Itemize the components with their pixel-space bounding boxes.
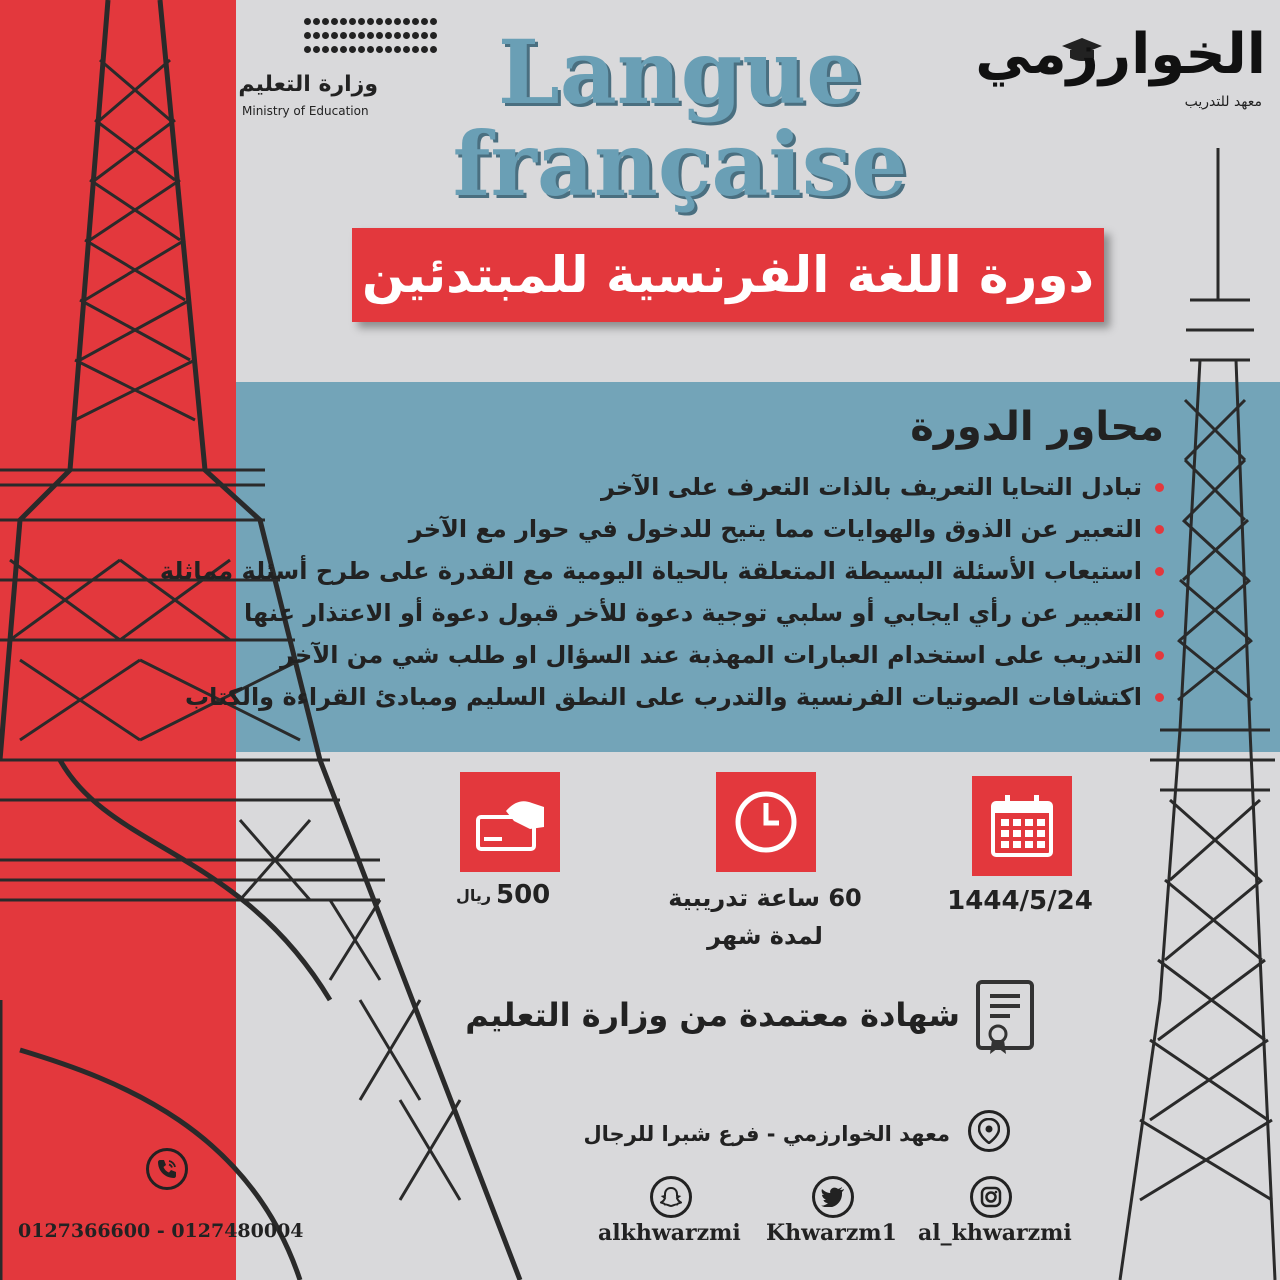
clock-icon [716, 772, 816, 872]
phone-icon[interactable] [146, 1148, 188, 1190]
topic-item: اكتشافات الصوتيات الفرنسية والتدرب على النطق السليم ومبادئ القراءة والكتاب [264, 676, 1164, 718]
certificate-text: شهادة معتمدة من وزارة التعليم [465, 996, 960, 1034]
topics-list [159, 466, 1164, 718]
snapchat-icon[interactable] [650, 1176, 692, 1218]
course-title-banner: دورة اللغة الفرنسية للمبتدئين [352, 228, 1104, 322]
ministry-logo-dots [304, 18, 444, 58]
location-pin-icon [968, 1110, 1010, 1152]
price-value: 500 [496, 880, 551, 910]
instagram-handle[interactable]: al_khwarzmi [918, 1220, 1072, 1246]
topic-item: التعبير عن الذوق والهوايات مما يتيح للدخول في حوار مع الآخر [264, 508, 1164, 550]
instagram-icon[interactable] [970, 1176, 1012, 1218]
ministry-name-arabic: وزارة التعليم [238, 72, 378, 97]
phone-numbers[interactable]: 0127366600 - 0127480004 [18, 1220, 304, 1242]
training-hours: 60 ساعة تدريبية [668, 884, 862, 912]
topics-heading: محاور الدورة [910, 404, 1164, 450]
institute-subtitle: معهد للتدريب [1184, 94, 1262, 110]
title-french-line2: française [452, 112, 908, 216]
start-date: 1444/5/24 [947, 886, 1093, 916]
title-french-line1: Langue [497, 20, 863, 124]
location-text: معهد الخوارزمي - فرع شبرا للرجال [583, 1122, 950, 1146]
calendar-icon [972, 776, 1072, 876]
institute-logo [975, 22, 1266, 112]
twitter-handle[interactable]: Khwarzm1 [766, 1220, 897, 1246]
twitter-icon[interactable] [812, 1176, 854, 1218]
credit-card-icon [460, 772, 560, 872]
snapchat-handle[interactable]: alkhwarzmi [598, 1220, 741, 1246]
institute-name: الخوارزمي [975, 22, 1266, 87]
ministry-of-education-logo [238, 18, 388, 128]
certificate-icon [974, 978, 1038, 1058]
topic-item: تبادل التحايا التعريف بالذات التعرف على الآخر [264, 466, 1164, 508]
topic-item: التعبير عن رأي ايجابي أو سلبي توجية دعوة للأخر قبول دعوة أو الاعتذار عنها [264, 592, 1164, 634]
course-duration: لمدة شهر [707, 922, 823, 950]
price-currency: ريال [456, 886, 492, 905]
topic-item: التدريب على استخدام العبارات المهذبة عند السؤال او طلب شي من الآخر [264, 634, 1164, 676]
topic-item: استيعاب الأسئلة البسيطة المتعلقة بالحياة اليومية مع القدرة على طرح أسئلة مماثلة [264, 550, 1164, 592]
ministry-name-english: Ministry of Education [242, 104, 369, 118]
